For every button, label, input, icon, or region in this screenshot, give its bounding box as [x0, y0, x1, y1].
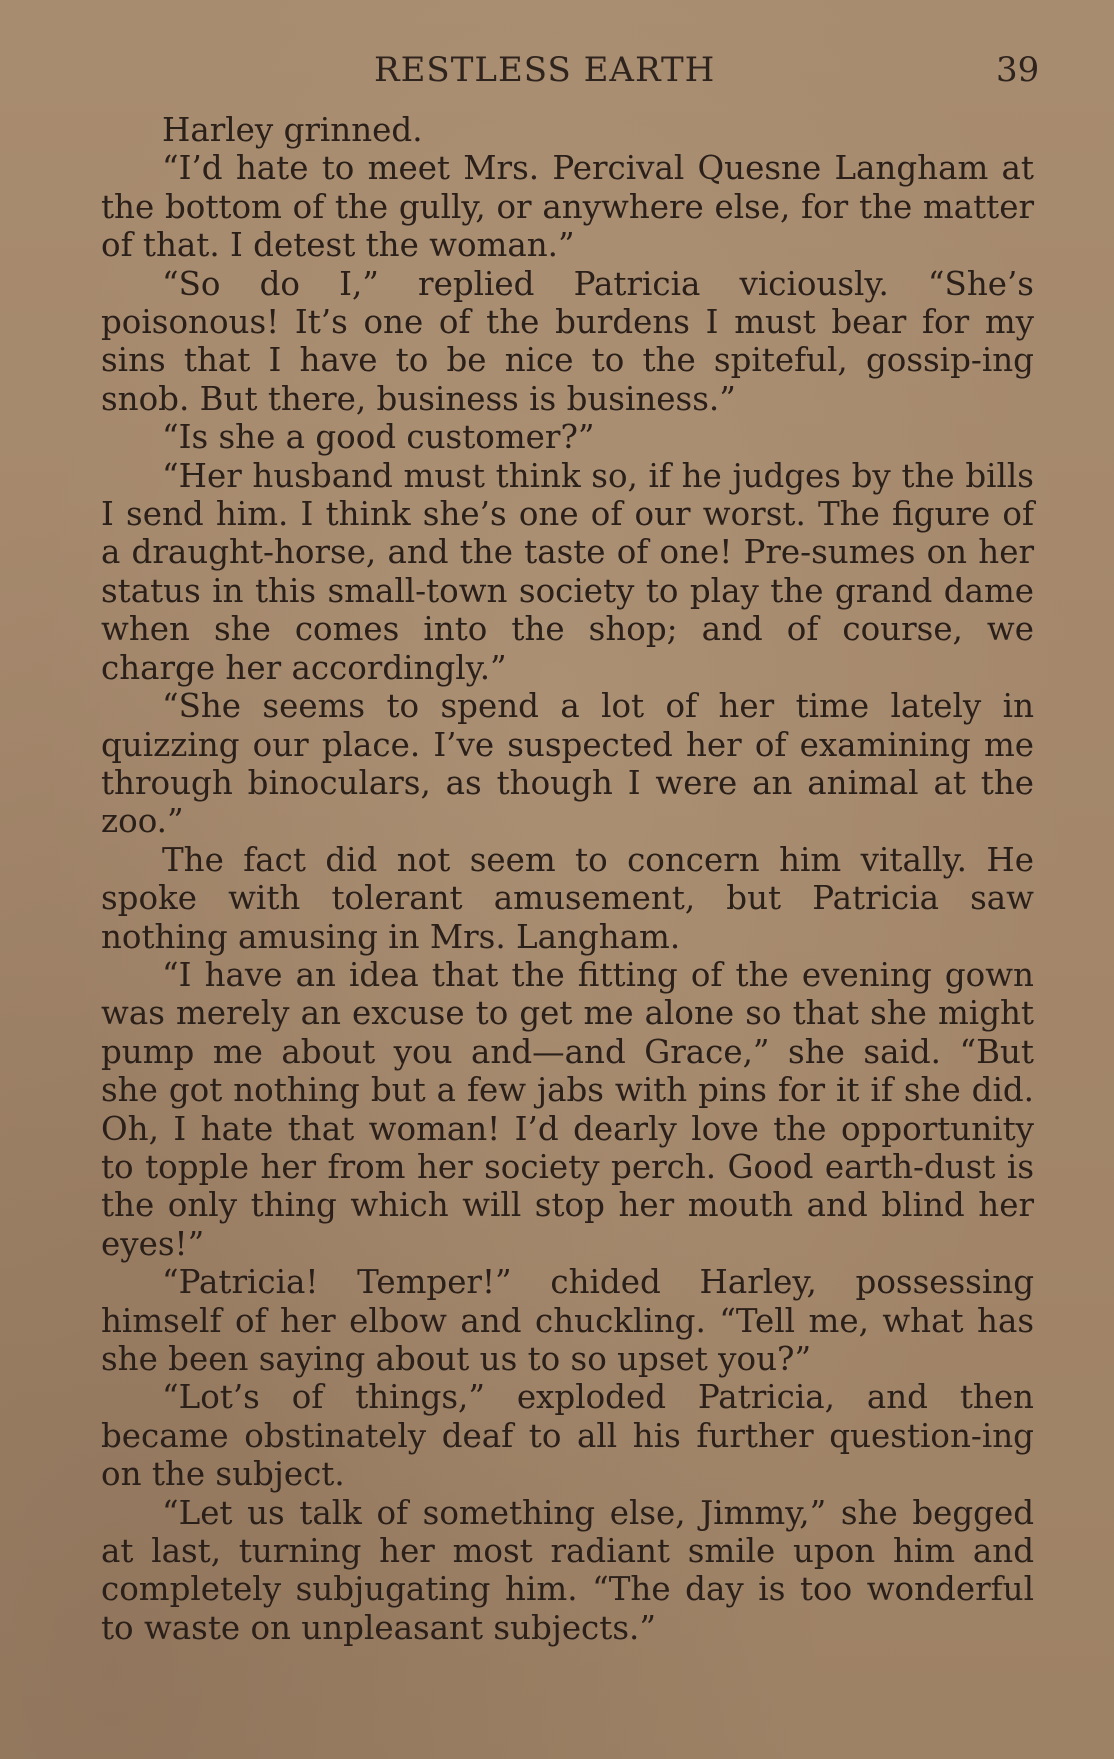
paragraph-5: “Her husband must think so, if he judges by the bills I send him. I think she’s one of our worst. The figure of a draught-horse, and the taste of one! Pre-sumes on her status in this small-town society to play the grand dame when she comes into the shop; and of course, we charge her accordingly.”: [101, 456, 1034, 687]
page-header: [0, 48, 1114, 92]
body-text: [101, 111, 1034, 1647]
paragraph-3: “So do I,” replied Patricia viciously. “She’s poisonous! It’s one of the burdens I must bear for my sins that I have to be nice to the spiteful, gossip-ing snob. But there, business is business.”: [101, 264, 1034, 418]
page-number: 39: [996, 50, 1040, 90]
paragraph-8: “I have an idea that the fitting of the evening gown was merely an excuse to get me alone so that she might pump me about you and—and Grace,” she said. “But she got nothing but a few jabs with pins for it if she did. Oh, I hate that woman! I’d dearly love the opportunity to topple her from her society perch. Good earth-dust is the only thing which will stop her mouth and blind her eyes!”: [101, 955, 1034, 1263]
paragraph-2: “I’d hate to meet Mrs. Percival Quesne Langham at the bottom of the gully, or anywhere else, for the matter of that. I detest the woman.”: [101, 149, 1034, 265]
paragraph-9: “Patricia! Temper!” chided Harley, possessing himself of her elbow and chuckling. “Tell me, what has she been saying about us to so upset you?”: [101, 1263, 1034, 1378]
paragraph-6: “She seems to spend a lot of her time lately in quizzing our place. I’ve suspected her of examining me through binoculars, as though I were an animal at the zoo.”: [101, 687, 1034, 841]
paragraph-4: “Is she a good customer?”: [162, 418, 595, 457]
paragraph-1: Harley grinned.: [162, 111, 423, 149]
paragraph-7: The fact did not seem to concern him vitally. He spoke with tolerant amusement, but Patricia saw nothing amusing in Mrs. Langham.: [101, 840, 1034, 956]
running-head: RESTLESS EARTH: [374, 50, 716, 90]
paragraph-10: “Lot’s of things,” exploded Patricia, and then became obstinately deaf to all his further question-ing on the subject.: [101, 1378, 1034, 1494]
paragraph-11: “Let us talk of something else, Jimmy,” she begged at last, turning her most radiant smile upon him and completely subjugating him. “The day is too wonderful to waste on unpleasant subjects.”: [101, 1493, 1034, 1647]
